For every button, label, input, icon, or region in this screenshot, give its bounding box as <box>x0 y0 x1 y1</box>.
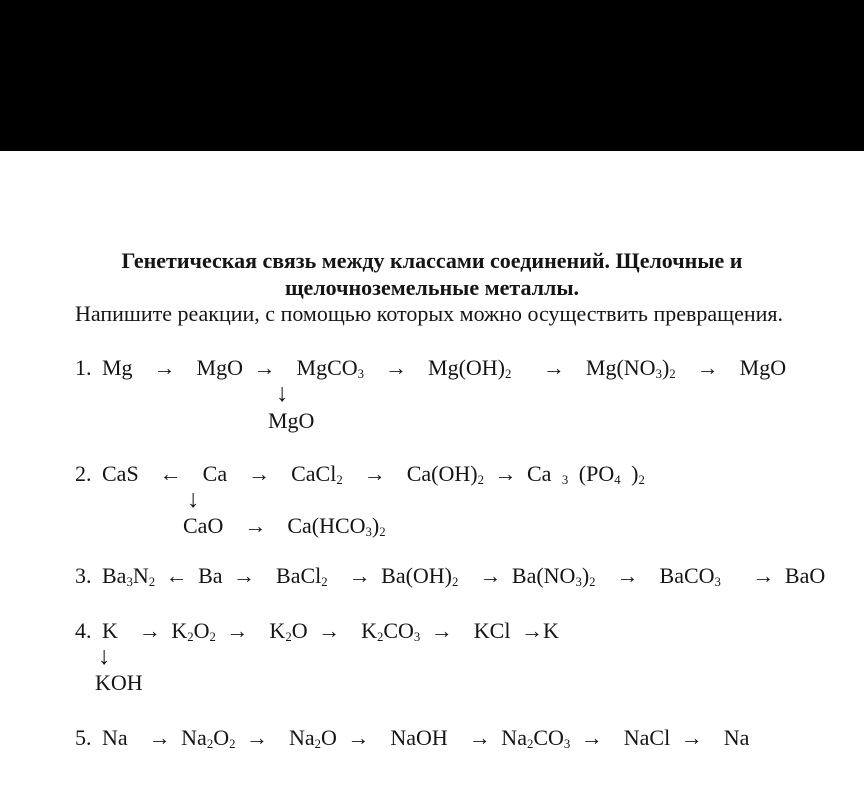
reaction-5-chain: 5. $Na \to Na_2O_2 \to Na_2O$ → NaOH → $Na_2CO_3$ → NaCl → Na <box>75 725 750 751</box>
worksheet-title-line-2: щелочноземельные металлы. <box>284 275 580 300</box>
instruction-text: Напишите реакции, с помощью которых можно осуществить превращения. <box>75 301 784 326</box>
reaction-2-branch-formula: CaO → $Ca(HCO_3)_2$ <box>183 513 386 539</box>
reaction-1-branch-formula: MgO <box>268 408 315 433</box>
reaction-3-chain: 3. $Ba_3N_2$ ← Ba → BaCl$_2$ → $Ba(OH)_2 \to Ba(NO_3)_2$ → BaCO$_3$ → BaO <box>75 563 826 589</box>
reaction-1-down-arrow-icon: ↓ <box>276 380 289 407</box>
reaction-4-chain: 4. $K \to K_2O_2 \to K_2O \to K_2CO_3$ → KCl →K <box>75 618 559 644</box>
black-top-bar <box>0 0 864 151</box>
reaction-2-down-arrow-icon: ↓ <box>187 486 200 513</box>
reaction-1-chain: 1. Mg → MgO → MgCO$_3$ → $Mg(OH)_2 \to Mg(NO_3)_2$ → MgO <box>75 355 787 381</box>
reaction-4-branch-formula: KOH <box>95 670 143 695</box>
reaction-4-down-arrow-icon: ↓ <box>98 643 111 670</box>
worksheet-title-line-1: Генетическая связь между классами соединений. Щелочные и <box>121 248 743 273</box>
reaction-2-chain: 2. CaS ← Ca → CaCl$_2$ → $Ca(OH)_2 \to Ca$ $_3$ ($PO_4$ )$_2$ <box>75 461 645 487</box>
